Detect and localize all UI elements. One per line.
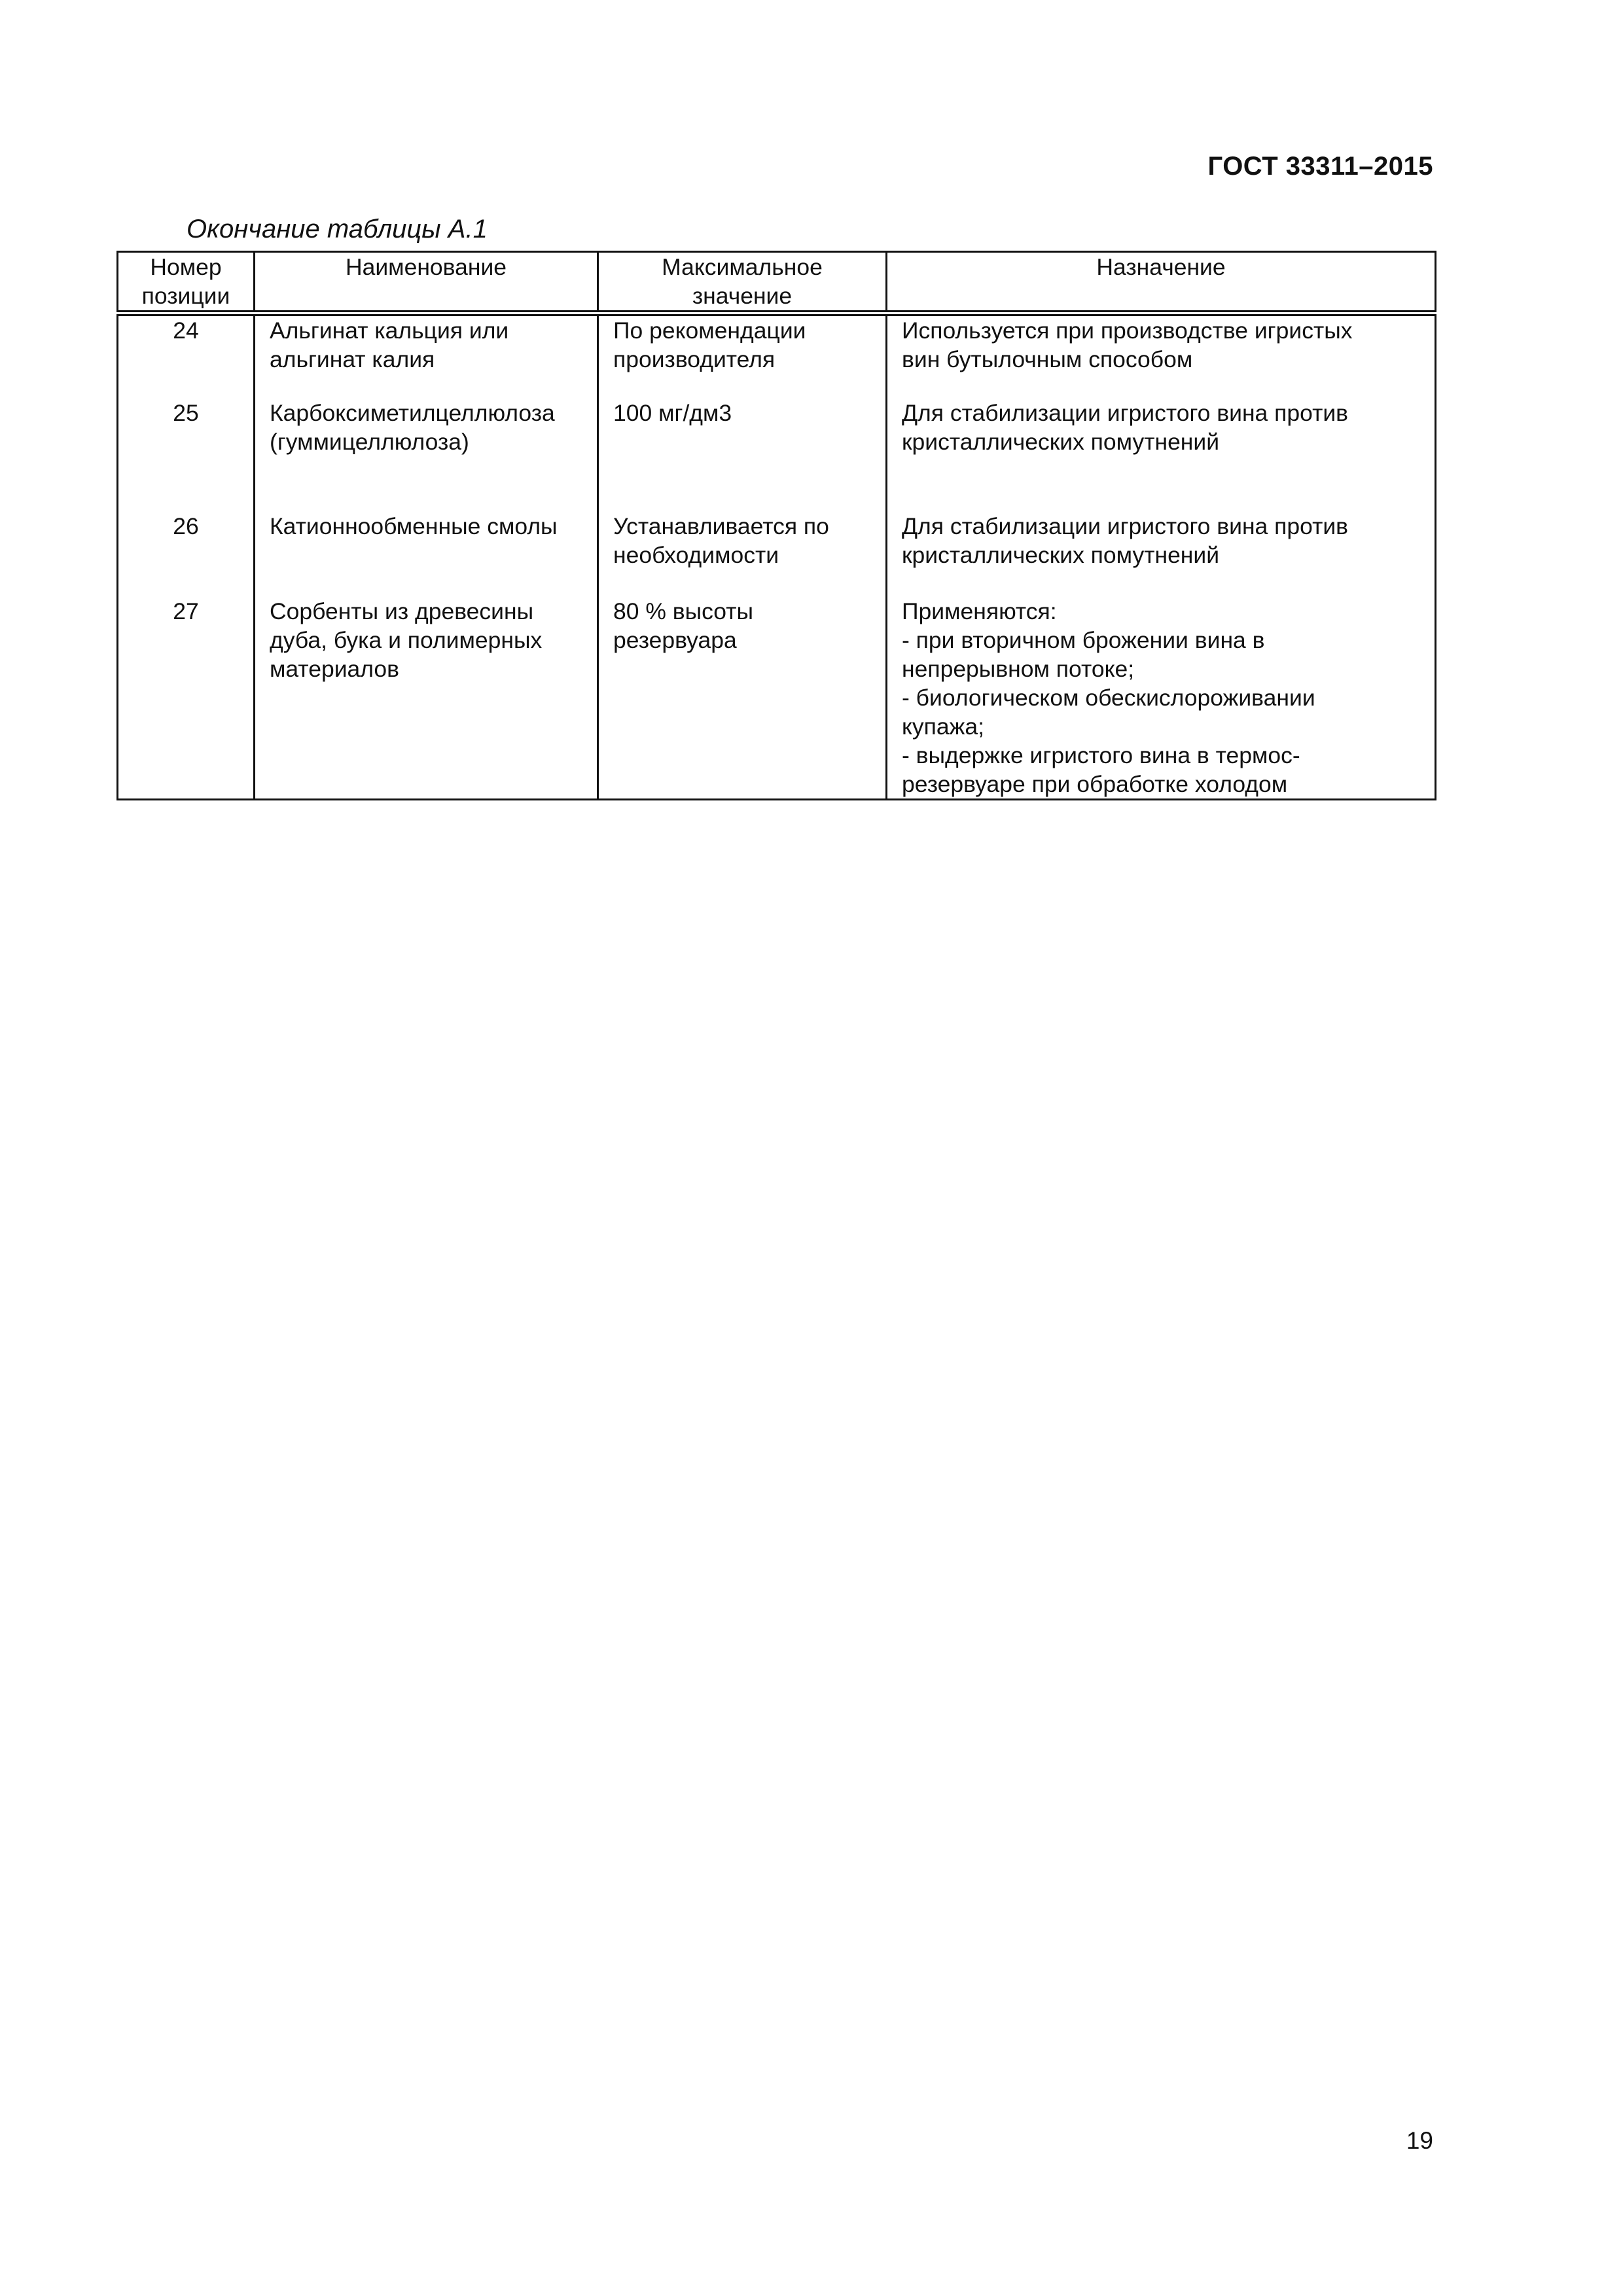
column-header-number	[118, 252, 255, 314]
cell-number: 25	[118, 399, 255, 512]
cell-line: Альгинат кальция или	[270, 317, 509, 344]
cell-line: (гуммицеллюлоза)	[270, 428, 469, 455]
cell-name	[255, 512, 598, 597]
cell-line: Используется при производстве игристых	[902, 317, 1353, 344]
cell-line: Устанавливается по	[613, 512, 829, 539]
table-row	[118, 314, 1436, 399]
cell-line: необходимости	[613, 541, 779, 568]
cell-line: вин бутылочным способом	[902, 346, 1193, 372]
additives-table	[116, 251, 1436, 800]
table-row	[118, 512, 1436, 597]
cell-max-value	[598, 314, 887, 399]
cell-line: производителя	[613, 346, 776, 372]
cell-name	[255, 314, 598, 399]
cell-max-value	[598, 597, 887, 800]
column-header-name	[255, 252, 598, 314]
cell-line: Для стабилизации игристого вина против	[902, 399, 1349, 426]
cell-line: Катионнообменные смолы	[270, 512, 558, 539]
cell-name	[255, 597, 598, 800]
table-row	[118, 399, 1436, 512]
header-line: Назначение	[1096, 254, 1226, 280]
header-line: Наименование	[345, 254, 507, 280]
header-line: Номер	[150, 254, 222, 280]
cell-number: 24	[118, 314, 255, 399]
cell-purpose	[887, 399, 1436, 512]
cell-line: резервуара	[613, 626, 737, 653]
page-number: 19	[1406, 2127, 1433, 2154]
cell-line: резервуаре при обработке холодом	[902, 770, 1288, 797]
cell-line: купажа;	[902, 713, 985, 740]
cell-max-value	[598, 399, 887, 512]
cell-purpose	[887, 597, 1436, 800]
cell-purpose	[887, 512, 1436, 597]
cell-line: - выдержке игристого вина в термос-	[902, 742, 1300, 768]
header-line: позиции	[141, 283, 230, 309]
cell-line: - при вторичном брожении вина в	[902, 626, 1265, 653]
cell-line: непрерывном потоке;	[902, 655, 1135, 682]
cell-max-value	[598, 512, 887, 597]
cell-line: Сорбенты из древесины	[270, 598, 534, 624]
cell-line: - биологическом обескислороживании	[902, 684, 1315, 711]
cell-number: 26	[118, 512, 255, 597]
cell-line: дуба, бука и полимерных	[270, 626, 543, 653]
column-header-purpose	[887, 252, 1436, 314]
cell-line: По рекомендации	[613, 317, 806, 344]
cell-name	[255, 399, 598, 512]
header-line: Максимальное	[662, 254, 823, 280]
table-header-row	[118, 252, 1436, 314]
cell-number: 27	[118, 597, 255, 800]
cell-line: кристаллических помутнений	[902, 541, 1220, 568]
cell-line: кристаллических помутнений	[902, 428, 1220, 455]
cell-line: Для стабилизации игристого вина против	[902, 512, 1349, 539]
cell-line: 100 мг/дм3	[613, 399, 732, 426]
document-code: ГОСТ 33311–2015	[1207, 152, 1433, 181]
cell-line: 80 % высоты	[613, 598, 754, 624]
cell-line: Карбоксиметилцеллюлоза	[270, 399, 555, 426]
cell-purpose	[887, 314, 1436, 399]
cell-line: Применяются:	[902, 598, 1057, 624]
table-row	[118, 597, 1436, 800]
cell-line: альгинат калия	[270, 346, 435, 372]
column-header-max-value	[598, 252, 887, 314]
header-line: значение	[692, 283, 793, 309]
table-caption: Окончание таблицы А.1	[187, 215, 488, 243]
cell-line: материалов	[270, 655, 400, 682]
